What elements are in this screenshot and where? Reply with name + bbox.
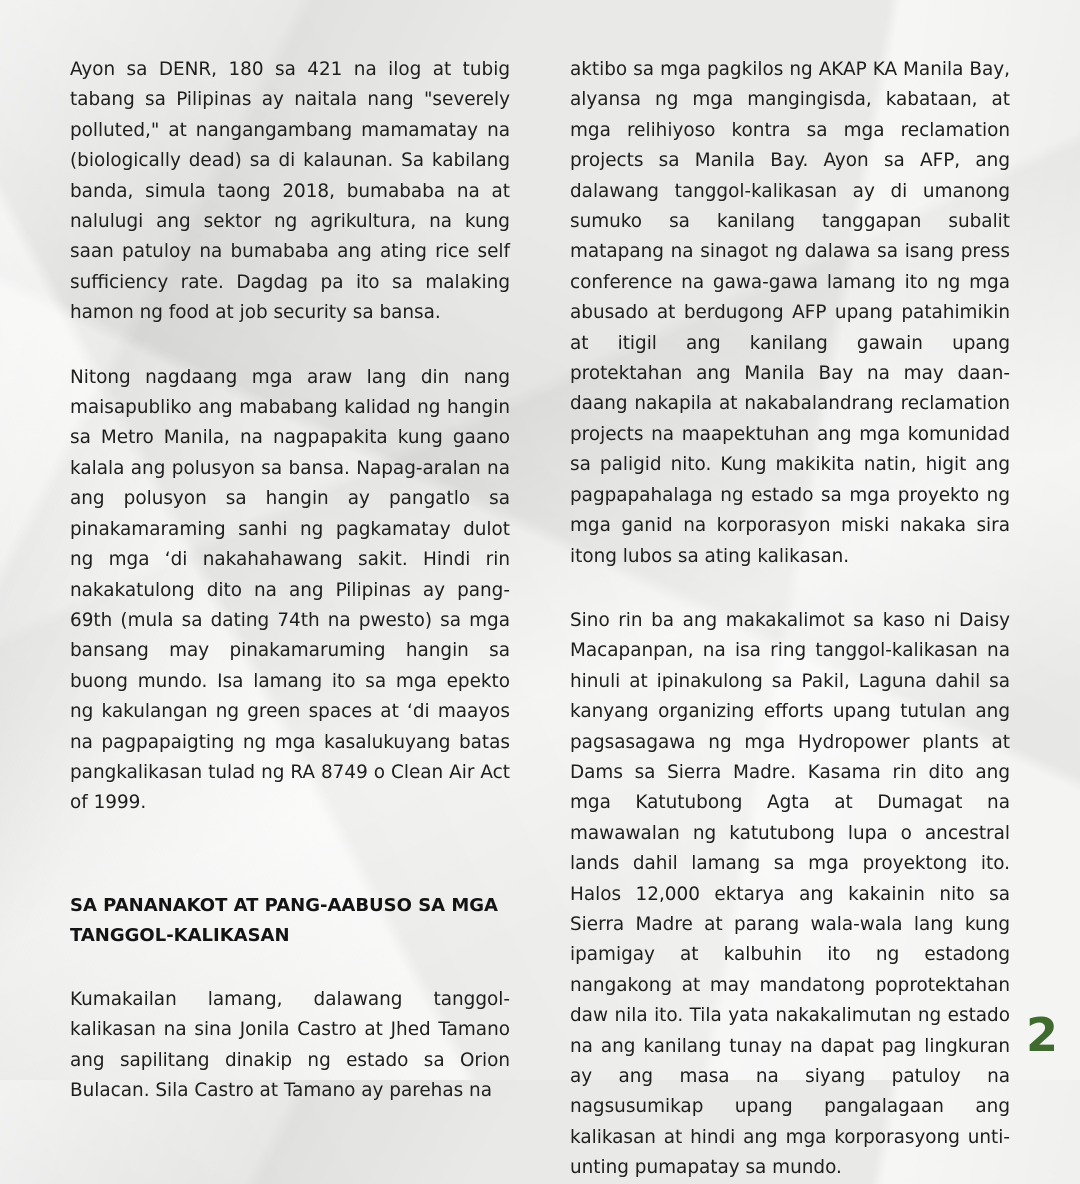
section-heading: SA PANANAKOT AT PANG-AABUSO SA MGA TANGGOL-KALIKASAN <box>70 894 498 946</box>
left-column <box>70 55 510 1106</box>
paragraph-manila-bay: aktibo sa mga pagkilos ng AKAP KA Manila Bay, alyansa ng mga mangingisda, kabataan, at mga relihiyoso kontra sa mga reclamation projects sa Manila Bay. Ayon sa AFP, ang dalawang tanggol-kalikasan ay di umanong sumuko sa kanilang tanggapan subalit matapang na sinagot ng dalawa sa isang press conference na gawa-gawa lamang ito ng mga abusado at berdugong AFP upang patahimikin at itigil ang kanilang gawain upang protektahan ang Manila Bay na may daan-daang nakapila at nakabalandrang reclamation projects na maapektuhan ang mga komunidad sa paligid nito. Kung makikita natin, higit ang pagpapahalaga ng estado sa mga proyekto ng mga ganid na korporasyon miski nakaka sira itong lubos sa ating kalikasan. <box>570 59 1010 567</box>
paragraph-denr-rivers: Ayon sa DENR, 180 sa 421 na ilog at tubig tabang sa Pilipinas ay naitala nang "severely polluted," at nangangambang mamamatay na (biologically dead) sa di kalaunan. Sa kabilang banda, simula taong 2018, bumababa na at nalulugi ang sektor ng agrikultura, na kung saan patuloy na bumababa ang ating rice self sufficiency rate. Dagdag pa ito sa malaking hamon ng food at job security sa bansa. <box>70 59 510 324</box>
paragraph-castro-tamano: Kumakailan lamang, dalawang tanggol-kalikasan na sina Jonila Castro at Jhed Tamano ang sapilitang dinakip ng estado sa Orion Bulacan. Sila Castro at Tamano ay parehas na <box>70 988 510 1101</box>
paragraph-air-pollution: Nitong nagdaang mga araw lang din nang maisapubliko ang mababang kalidad ng hangin sa Metro Manila, na nagpapakita kung gaano kalala ang polusyon sa bansa. Napag-aralan na ang polusyon sa hangin ay pangatlo sa pinakamaraming sanhi ng pagkamatay dulot ng mga ‘di nakahahawang sakit. Hindi rin nakakatulong dito na ang Pilipinas ay pang-69th (mula sa dating 74th na pwesto) sa mga bansang may pinakamaruming hangin sa buong mundo. Isa lamang ito sa mga epekto ng kakulangan ng green spaces at ‘di maayos na pagpapaigting ng mga kasalukuyang batas pangkalikasan tulad ng RA 8749 o Clean Air Act of 1999. <box>70 366 510 814</box>
page-number: 2 <box>1025 1008 1058 1062</box>
right-column <box>570 55 1010 1184</box>
paragraph-sierra-madre: Sino rin ba ang makakalimot sa kaso ni Daisy Macapanpan, na isa ring tanggol-kalikasan na hinuli at ipinakulong sa Pakil, Laguna dahil sa kanyang organizing efforts upang tutulan ang pagsasagawa ng mga Hydropower plants at Dams sa Sierra Madre. Kasama rin dito ang mga Katutubong Agta at Dumagat na mawawalan ng katutubong lupa o ancestral lands dahil lamang sa mga proyektong ito. Halos 12,000 ektarya ang kakainin nito sa Sierra Madre at parang wala-wala lang kung ipamigay at kalbuhin ito ng estadong nangakong at may mandatong poprotektahan daw nila ito. Tila yata nakakalimutan ng estado na ang kanilang tunay na dapat pag lingkuran ay ang masa na siyang patuloy na nagsusumikap upang pangalagaan ang kalikasan at hindi ang mga korporasyong unti-unting pumapatay sa mundo. <box>570 609 1010 1179</box>
